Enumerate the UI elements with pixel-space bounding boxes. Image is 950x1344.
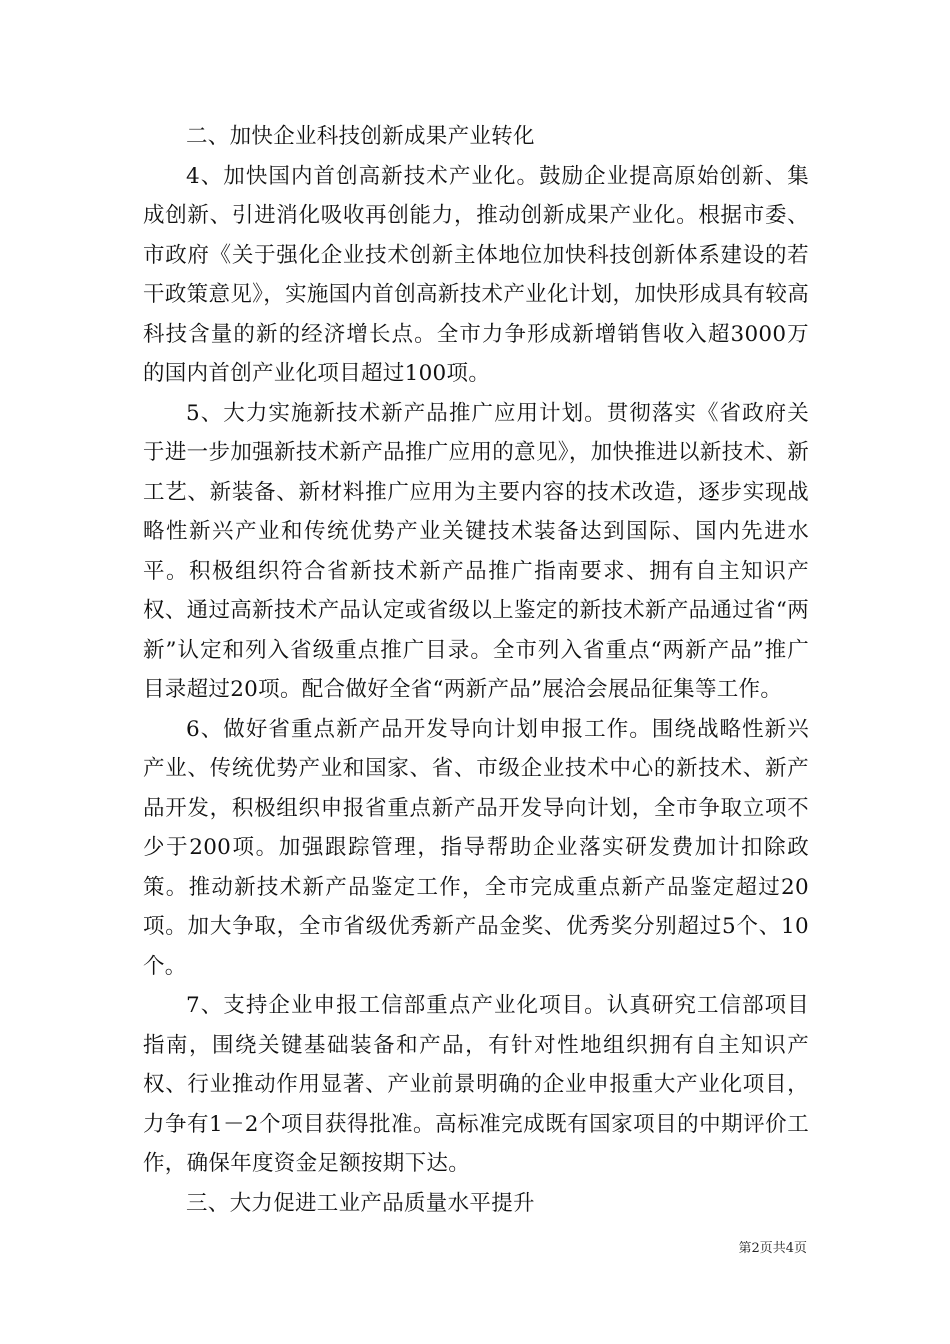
section-heading-2: 二、加快企业科技创新成果产业转化 xyxy=(186,124,535,149)
document-body xyxy=(143,117,809,1223)
paragraph-item-6: 6、做好省重点新产品开发导向计划申报工作。围绕战略性新兴产业、传统优势产业和国家、省、市级企业技术中心的新技术、新产品开发，积极组织申报省重点新产品开发导向计划，全市争取立项不少于200项。加强跟踪管理，指导帮助企业落实研发费加计扣除政策。推动新技术新产品鉴定工作，全市完成重点新产品鉴定超过20项。加大争取，全市省级优秀新产品金奖、优秀奖分别超过5个、10个。 xyxy=(143,716,809,979)
paragraph-item-5: 5、大力实施新技术新产品推广应用计划。贯彻落实《省政府关于进一步加强新技术新产品推广应用的意见》，加快推进以新技术、新工艺、新装备、新材料推广应用为主要内容的技术改造，逐步实现战略性新兴产业和传统优势产业关键技术装备达到国际、国内先进水平。积极组织符合省新技术新产品推广指南要求、拥有自主知识产权、通过高新技术产品认定或省级以上鉴定的新技术新产品通过省“两新”认定和列入省级重点推广目录。全市列入省重点“两新产品”推广目录超过20项。配合做好全省“两新产品”展洽会展品征集等工作。 xyxy=(143,400,809,702)
paragraph-item-4: 4、加快国内首创高新技术产业化。鼓励企业提高原始创新、集成创新、引进消化吸收再创能力，推动创新成果产业化。根据市委、市政府《关于强化企业技术创新主体地位加快科技创新体系建设的若干政策意见》，实施国内首创高新技术产业化计划，加快形成具有较高科技含量的新的经济增长点。全市力争形成新增销售收入超3000万的国内首创产业化项目超过100项。 xyxy=(143,163,809,386)
section-heading-3: 三、大力促进工业产品质量水平提升 xyxy=(186,1190,535,1216)
page-number-footer: 第2页共4页 xyxy=(738,1241,807,1256)
paragraph-item-7: 7、支持企业申报工信部重点产业化项目。认真研究工信部项目指南，围绕关键基础装备和产品，有针对性地组织拥有自主知识产权、行业推动作用显著、产业前景明确的企业申报重大产业化项目，力争有1－2个项目获得批准。高标准完成既有国家项目的中期评价工作，确保年度资金足额按期下达。 xyxy=(143,993,809,1176)
